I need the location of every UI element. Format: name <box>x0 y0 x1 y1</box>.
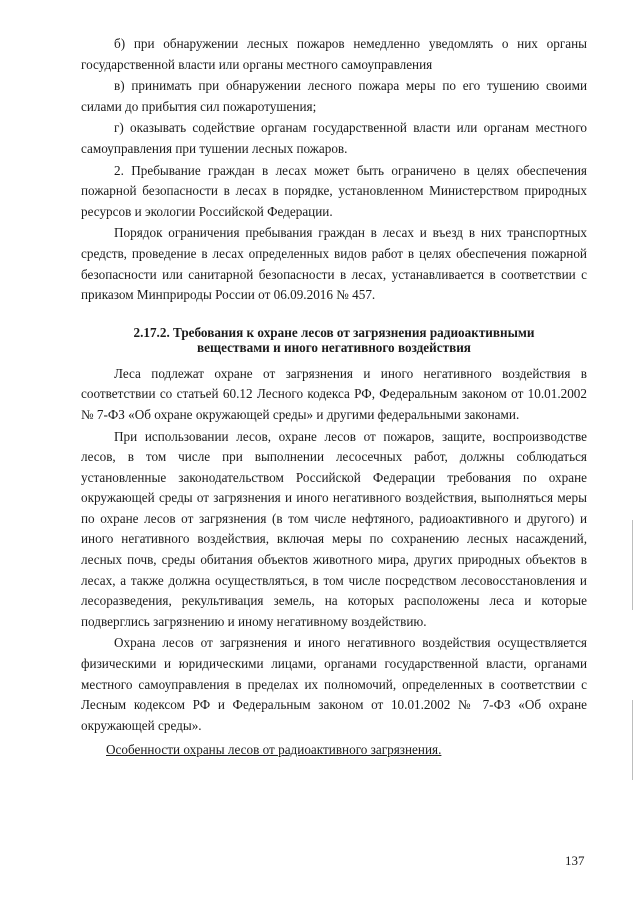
paragraph-item-2: 2. Пребывание граждан в лесах может быть ограничено в целях обеспечения пожарной безопасности в лесах в порядке, установленном Министерством природных ресурсов и экологии Российской Федерации. <box>81 162 587 219</box>
paragraph-protection-bodies: Охрана лесов от загрязнения и иного негативного воздействия осуществляется физическими и юридическими лицами, органами государственной власти, органами местного самоуправления в пределах их полномочий, определенных в соответствии с Лесным кодексом РФ и Федеральным законом от 10.01.2002 № 7-ФЗ «Об охране окружающей среды». <box>81 635 587 733</box>
paragraph-restriction-order: Порядок ограничения пребывания граждан в лесах и въезд в них транспортных средств, проведение в лесах определенных видов работ в целях обеспечения пожарной безопасности или санитарной безопасности в лесах, устанавливается в соответствии с приказом Минприроды России от 06.09.2016 № 457. <box>81 225 587 303</box>
subheading-radioactive: Особенности охраны лесов от радиоактивного загрязнения. <box>106 742 442 758</box>
scan-edge-line <box>632 520 633 610</box>
section-heading: 2.17.2. Требования к охране лесов от загрязнения радиоактивными веществами и иного негативного воздействия <box>133 324 535 355</box>
paragraph-g: г) оказывать содействие органам государственной власти или органам местного самоуправления при тушении лесных пожаров. <box>81 120 587 156</box>
paragraph-forest-use-requirements: При использовании лесов, охране лесов от пожаров, защите, воспроизводстве лесов, в том числе при выполнении лесосечных работ, должны соблюдаться установленные законодательством Российской Федерации требования по охране окружающей среды от загрязнения и иного негативного воздействия, выполняться меры по охране лесов от загрязнения (в том числе нефтяного, радиоактивного и другого) и иного негативного воздействия, включая меры по сохранению лесных насаждений, лесных почв, среды обитания объектов животного мира, других природных объектов в лесах, а также должна осуществляться, в том числе посредством лесовосстановления и лесоразведения, рекультивация земель, на которых расположены леса и которые подверглись загрязнению и иному негативному воздействию. <box>81 428 587 629</box>
page-number: 137 <box>565 853 585 868</box>
paragraph-v: в) принимать при обнаружении лесного пожара меры по его тушению своими силами до прибытия сил пожаротушения; <box>81 78 587 114</box>
paragraph-forest-protection: Леса подлежат охране от загрязнения и иного негативного воздействия в соответствии со статьей 60.12 Лесного кодекса РФ, Федеральным законом от 10.01.2002 № 7-ФЗ «Об охране окружающей среды» и другими федеральными законами. <box>81 365 587 422</box>
page-content <box>81 34 587 761</box>
scan-edge-line <box>632 700 633 780</box>
paragraph-b: б) при обнаружении лесных пожаров немедленно уведомлять о них органы государственной власти или органы местного самоуправления <box>81 36 587 72</box>
